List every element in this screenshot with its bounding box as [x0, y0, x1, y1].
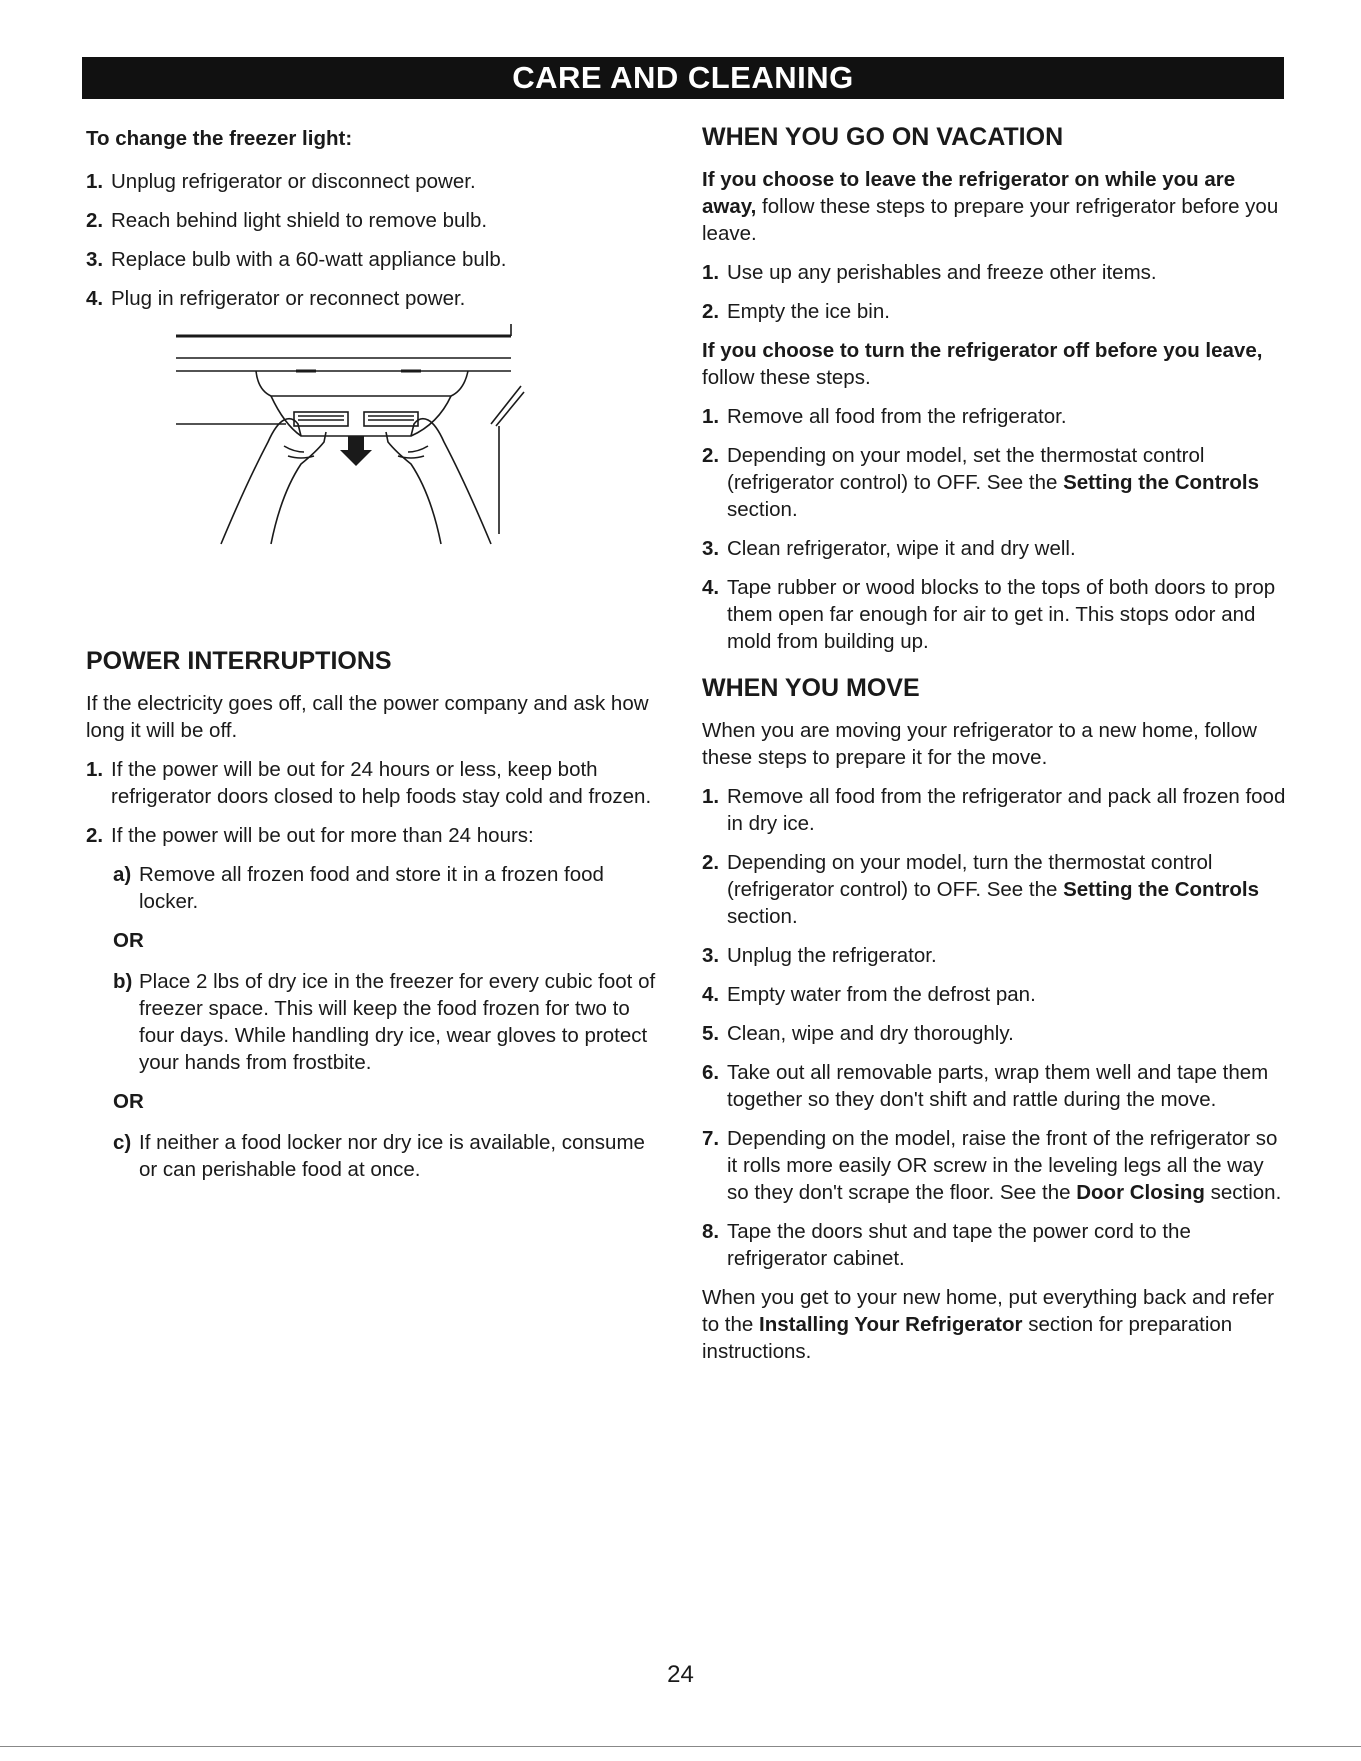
vacation-off-step-4: [702, 574, 1287, 655]
vacation-on-lead: If you choose to leave the refrigerator on while you are away,: [702, 168, 1236, 218]
power-step-2: [86, 822, 656, 849]
page-number: 24: [667, 1661, 694, 1688]
move-step-2: [702, 849, 1287, 930]
move-step-4: [702, 981, 1287, 1008]
step-number: 1.: [702, 785, 720, 808]
closing-text: When you get to your new home, put everything back and refer to the: [702, 1286, 1275, 1336]
step-text-end: section.: [727, 905, 798, 928]
step-text: Depending on your model, turn the thermostat control (refrigerator control) to OFF. See the: [727, 851, 1213, 901]
step-number: 7.: [702, 1127, 720, 1150]
step-text: Use up any perishables and freeze other items.: [727, 261, 1157, 284]
vacation-off-step-1: [702, 403, 1287, 430]
step-number: 4.: [702, 576, 720, 599]
footer-divider: [0, 1746, 1361, 1747]
substep-text: If neither a food locker nor dry ice is available, consume or can perishable food at once.: [139, 1131, 645, 1181]
step-text: Unplug refrigerator or disconnect power.: [111, 170, 476, 193]
move-step-8: [702, 1218, 1287, 1272]
step-text: Replace bulb with a 60-watt appliance bulb.: [111, 248, 507, 271]
step-number: 4.: [702, 983, 720, 1006]
substep-text: Remove all frozen food and store it in a frozen food locker.: [139, 863, 604, 913]
substep-letter: a): [113, 863, 132, 886]
step-text: Unplug the refrigerator.: [727, 944, 937, 967]
vacation-title: WHEN YOU GO ON VACATION: [702, 123, 1064, 151]
step-number: 1.: [86, 758, 104, 781]
step-text: Reach behind light shield to remove bulb.: [111, 209, 488, 232]
vacation-on-step-1: [702, 259, 1287, 286]
step-number: 1.: [702, 261, 720, 284]
move-intro: When you are moving your refrigerator to a new home, follow these steps to prepare it for the move.: [702, 719, 1257, 769]
substep-letter: c): [113, 1131, 132, 1154]
section-reference: Installing Your Refrigerator: [759, 1313, 1023, 1336]
move-step-1: [702, 783, 1287, 837]
step-text-end: section.: [1204, 1181, 1282, 1204]
left-column: [86, 122, 656, 1195]
power-intro: If the electricity goes off, call the power company and ask how long it will be off.: [86, 692, 649, 742]
step-text: If the power will be out for 24 hours or less, keep both refrigerator doors closed to help foods stay cold and frozen.: [111, 758, 652, 808]
power-substep-c: [86, 1129, 656, 1183]
vacation-off-lead: If you choose to turn the refrigerator off before you leave,: [702, 339, 1263, 362]
freezer-light-step-1: [86, 168, 656, 195]
step-text: Empty the ice bin.: [727, 300, 890, 323]
step-text: Depending on your model, set the thermostat control (refrigerator control) to OFF. See the: [727, 444, 1205, 494]
vacation-off-step-3: [702, 535, 1287, 562]
power-substep-a: [86, 861, 656, 915]
move-closing: [702, 1284, 1287, 1365]
section-banner: CARE AND CLEANING: [82, 57, 1284, 99]
section-reference: Setting the Controls: [1063, 878, 1259, 901]
step-text: Tape the doors shut and tape the power cord to the refrigerator cabinet.: [727, 1220, 1191, 1270]
step-text: Clean refrigerator, wipe it and dry well.: [727, 537, 1076, 560]
step-number: 3.: [86, 248, 104, 271]
step-number: 5.: [702, 1022, 720, 1045]
step-text: Clean, wipe and dry thoroughly.: [727, 1022, 1014, 1045]
step-number: 3.: [702, 537, 720, 560]
step-number: 2.: [86, 824, 104, 847]
move-title: WHEN YOU MOVE: [702, 674, 920, 702]
section-reference: Setting the Controls: [1063, 471, 1259, 494]
or-label: OR: [113, 1090, 144, 1113]
vacation-on-intro: [702, 166, 1287, 247]
step-number: 4.: [86, 287, 104, 310]
vacation-off-step-2: [702, 442, 1287, 523]
step-text: Depending on the model, raise the front of the refrigerator so it rolls more easily OR screw in the leveling legs all the way so they don't scrape the floor. See the: [727, 1127, 1278, 1204]
step-text: Plug in refrigerator or reconnect power.: [111, 287, 466, 310]
step-text: Take out all removable parts, wrap them well and tape them together so they don't shift and rattle during the move.: [727, 1061, 1269, 1111]
move-step-6: [702, 1059, 1287, 1113]
closing-text-end: section for preparation instructions.: [702, 1313, 1233, 1363]
move-step-7: [702, 1125, 1287, 1206]
step-text: Remove all food from the refrigerator and pack all frozen food in dry ice.: [727, 785, 1286, 835]
substep-text: Place 2 lbs of dry ice in the freezer for every cubic foot of freezer space. This will keep the food frozen for two to four days. While handling dry ice, wear gloves to protect your hands from frostbite.: [139, 970, 656, 1074]
section-reference: Door Closing: [1076, 1181, 1205, 1204]
vacation-off-rest: follow these steps.: [702, 366, 871, 389]
step-number: 2.: [86, 209, 104, 232]
step-text: Remove all food from the refrigerator.: [727, 405, 1067, 428]
freezer-light-step-3: [86, 246, 656, 273]
power-substep-b: [86, 968, 656, 1076]
freezer-light-heading: To change the freezer light:: [86, 127, 353, 150]
step-text: Empty water from the defrost pan.: [727, 983, 1036, 1006]
step-number: 6.: [702, 1061, 720, 1084]
power-interruptions-title: POWER INTERRUPTIONS: [86, 647, 392, 675]
move-step-5: [702, 1020, 1287, 1047]
step-number: 8.: [702, 1220, 720, 1243]
vacation-on-rest: follow these steps to prepare your refrigerator before you leave.: [702, 195, 1279, 245]
step-number: 2.: [702, 444, 720, 467]
step-number: 2.: [702, 300, 720, 323]
vacation-on-step-2: [702, 298, 1287, 325]
step-number: 3.: [702, 944, 720, 967]
or-label: OR: [113, 929, 144, 952]
step-text: Tape rubber or wood blocks to the tops of both doors to prop them open far enough for air to get in. This stops odor and mold from building up.: [727, 576, 1276, 653]
step-number: 2.: [702, 851, 720, 874]
freezer-light-step-4: [86, 285, 656, 312]
freezer-light-illustration: [176, 324, 576, 624]
step-text-end: section.: [727, 498, 798, 521]
step-number: 1.: [702, 405, 720, 428]
vacation-off-intro: [702, 337, 1287, 391]
right-column: [702, 122, 1287, 1377]
move-step-3: [702, 942, 1287, 969]
substep-letter: b): [113, 970, 133, 993]
step-text: If the power will be out for more than 24 hours:: [111, 824, 534, 847]
freezer-light-step-2: [86, 207, 656, 234]
power-step-1: [86, 756, 656, 810]
step-number: 1.: [86, 170, 104, 193]
